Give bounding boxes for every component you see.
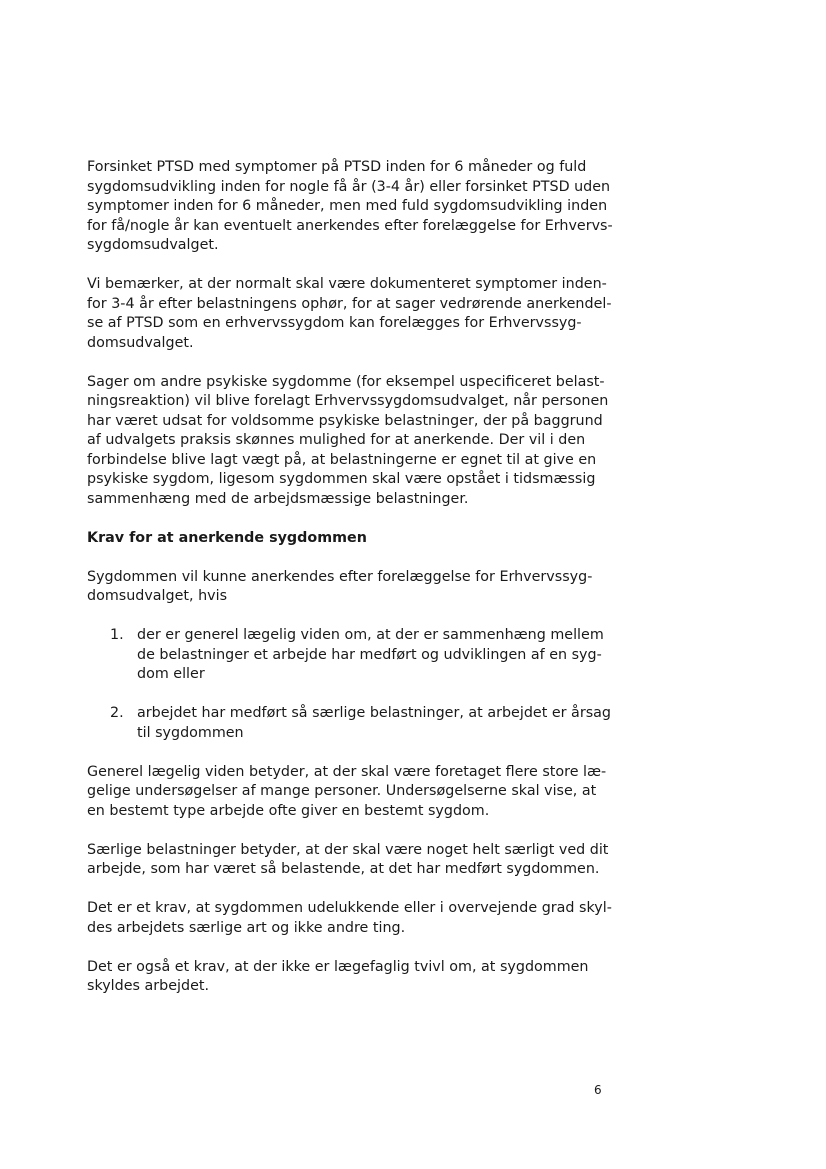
text-line: symptomer inden for 6 måneder, men med fuld sygdomsudvikling inden xyxy=(87,198,608,214)
text-line: domsudvalget. xyxy=(87,334,194,351)
text-line: de belastninger et arbejde har medført og udviklingen af en syg- xyxy=(137,646,602,663)
text-line: Vi bemærker, at der normalt skal være dokumenteret symptomer inden- xyxy=(87,276,607,292)
text-line: sygdomsudvalget. xyxy=(87,237,219,253)
text-line: sygdomsudvikling inden for nogle få år (3-4 år) eller forsinket PTSD uden xyxy=(87,178,611,195)
text-line: domsudvalget, hvis xyxy=(87,588,228,604)
list-item xyxy=(87,626,617,685)
text-line: se af PTSD som en erhvervssygdom kan forelægges for Erhvervssyg- xyxy=(87,315,582,331)
text-line: gelige undersøgelser af mange personer. Undersøgelserne skal vise, at xyxy=(87,783,597,799)
text-line: Generel lægelig viden betyder, at der skal være foretaget flere store læ- xyxy=(87,763,607,780)
text-line: Det er et krav, at sygdommen udelukkende eller i overvejende grad skyl- xyxy=(87,900,612,916)
text-line: dom eller xyxy=(137,666,205,682)
paragraph-other-psychiatric xyxy=(87,373,617,510)
paragraph-intro xyxy=(87,568,617,607)
page-number: 6 xyxy=(594,1083,602,1097)
text-line: des arbejdets særlige art og ikke andre ting. xyxy=(87,919,406,936)
text-line: har været udsat for voldsomme psykiske belastninger, der på baggrund xyxy=(87,412,603,429)
text-line: til sygdommen xyxy=(137,724,244,741)
text-line: Særlige belastninger betyder, at der skal være noget helt særligt ved dit xyxy=(87,841,609,858)
text-line: Sager om andre psykiske sygdomme (for eksempel uspecificeret belast- xyxy=(87,373,605,390)
list-number: 1. xyxy=(110,627,124,643)
text-line: sammenhæng med de arbejdsmæssige belastninger. xyxy=(87,490,469,507)
text-line: af udvalgets praksis skønnes mulighed for at anerkende. Der vil i den xyxy=(87,432,586,448)
text-line: arbejdet har medført så særlige belastninger, at arbejdet er årsag xyxy=(137,705,611,721)
paragraph-requirement-cause xyxy=(87,899,617,938)
paragraph-delayed-ptsd xyxy=(87,158,617,256)
text-line: ningsreaktion) vil blive forelagt Erhvervssygdomsudvalget, når personen xyxy=(87,393,609,409)
paragraph-special-burdens xyxy=(87,841,617,880)
text-line: forbindelse blive lagt vægt på, at belastningerne er egnet til at give en xyxy=(87,451,597,468)
text-line: skyldes arbejdet. xyxy=(87,978,210,994)
paragraph-documented-symptoms xyxy=(87,275,617,353)
text-line: for få/nogle år kan eventuelt anerkendes efter forelæggelse for Erhvervs- xyxy=(87,217,613,234)
text-line: en bestemt type arbejde ofte giver en bestemt sygdom. xyxy=(87,802,490,819)
text-line: arbejde, som har været så belastende, at det har medført sygdommen. xyxy=(87,861,600,877)
text-line: for 3-4 år efter belastningens ophør, for at sager vedrørende anerkendel- xyxy=(87,295,612,312)
paragraph-general-knowledge xyxy=(87,763,617,822)
text-line: Sygdommen vil kunne anerkendes efter forelæggelse for Erhvervssyg- xyxy=(87,568,593,585)
text-line: der er generel lægelig viden om, at der er sammenhæng mellem xyxy=(137,627,604,643)
text-line: Det er også et krav, at der ikke er lægefaglig tvivl om, at sygdommen xyxy=(87,958,589,975)
list-number: 2. xyxy=(110,705,124,721)
text-line: Forsinket PTSD med symptomer på PTSD inden for 6 måneder og fuld xyxy=(87,159,587,175)
text-line: psykiske sygdom, ligesom sygdommen skal være opstået i tidsmæssig xyxy=(87,471,596,487)
page-content xyxy=(87,158,617,1016)
paragraph-requirement-no-doubt xyxy=(87,958,617,997)
list-item xyxy=(87,704,617,743)
section-heading: Krav for at anerkende sygdommen xyxy=(87,529,367,546)
